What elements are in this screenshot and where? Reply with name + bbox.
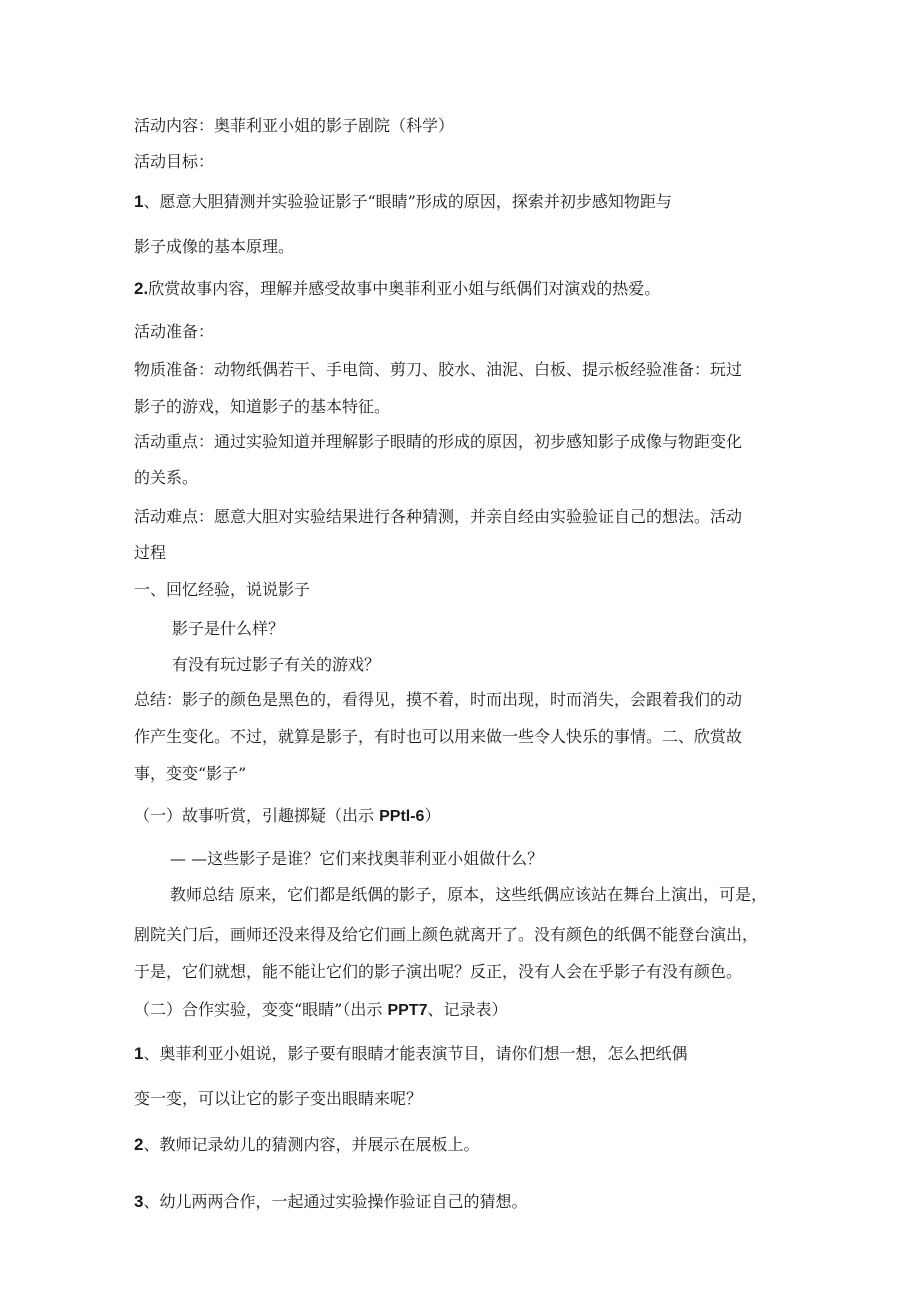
step-3-number: 3 bbox=[134, 1192, 144, 1211]
subsection-1-heading bbox=[134, 806, 440, 827]
activity-goals-heading: 活动目标： bbox=[134, 152, 215, 171]
teacher-summary-continued-2: 于是，它们就想，能不能让它们的影子演出呢？反正，没有人会在乎影子有没有颜色。 bbox=[134, 962, 743, 981]
step-1-continued: 变一变，可以让它的影子变出眼睛来呢？ bbox=[134, 1089, 423, 1108]
goal-1-text: 、愿意大胆猜测并实验验证影子“眼睛”形成的原因，探索并初步感知物距与 bbox=[143, 192, 672, 211]
subsection-2-close: 、记录表） bbox=[427, 1000, 508, 1019]
question-who-shadows: — —这些影子是谁？它们来找奥菲利亚小姐做什么？ bbox=[170, 849, 544, 868]
activity-focus-continued: 的关系。 bbox=[134, 468, 199, 487]
subsection-2-ppt-ref: PPT7 bbox=[387, 1002, 428, 1019]
activity-preparation-heading: 活动准备： bbox=[134, 322, 215, 341]
goal-2-text: 欣赏故事内容，理解并感受故事中奥菲利亚小姐与纸偶们对演戏的热爱。 bbox=[148, 279, 661, 298]
step-1-line bbox=[134, 1044, 687, 1064]
activity-content-line: 活动内容：奥菲利亚小姐的影子剧院（科学） bbox=[134, 116, 455, 135]
subsection-1-text: （一）故事听赏，引趣掷疑（出示 bbox=[134, 806, 380, 825]
section-1-heading: 一、回忆经验，说说影子 bbox=[134, 580, 311, 599]
step-1-text: 、奥菲利亚小姐说，影子要有眼睛才能表演节目，请你们想一想，怎么把纸偶 bbox=[143, 1044, 688, 1063]
step-3-text: 、幼儿两两合作，一起通过实验操作验证自己的猜想。 bbox=[143, 1192, 528, 1211]
goal-1-continued: 影子成像的基本原理。 bbox=[134, 237, 295, 256]
goal-2-line bbox=[134, 279, 660, 299]
activity-difficulty-line: 活动难点：愿意大胆对实验结果进行各种猜测，并亲自经由实验验证自己的想法。活动 bbox=[134, 507, 743, 526]
activity-difficulty-continued: 过程 bbox=[134, 543, 167, 562]
material-preparation-line: 物质准备：动物纸偶若干、手电筒、剪刀、胶水、油泥、白板、提示板经验准备：玩过 bbox=[134, 360, 743, 379]
activity-focus-line: 活动重点：通过实验知道并理解影子眼睛的形成的原因，初步感知影子成像与物距变化 bbox=[134, 432, 743, 451]
subsection-2-heading bbox=[134, 1000, 507, 1021]
goal-1-number: 1 bbox=[134, 192, 144, 211]
summary-line: 总结：影子的颜色是黑色的，看得见，摸不着，时而出现，时而消失，会跟着我们的动 bbox=[134, 690, 743, 709]
step-1-number: 1 bbox=[134, 1044, 144, 1063]
subsection-1-close: ） bbox=[424, 806, 441, 825]
subsection-2-text: （二）合作实验，变变“眼睛”（出示 bbox=[134, 1000, 388, 1019]
goal-1-line bbox=[134, 192, 672, 212]
question-shadow-look: 影子是什么样？ bbox=[172, 619, 285, 638]
teacher-summary-continued-1: 剧院关门后，画师还没来得及给它们画上颜色就离开了。没有颜色的纸偶不能登台演出， bbox=[134, 925, 759, 944]
subsection-1-ppt-ref: PPtl-6 bbox=[379, 808, 425, 825]
step-3-line bbox=[134, 1192, 527, 1212]
teacher-summary-line: 教师总结 原来，它们都是纸偶的影子，原本，这些纸偶应该站在舞台上演出，可是， bbox=[170, 885, 768, 904]
step-2-text: 、教师记录幼儿的猜测内容，并展示在展板上。 bbox=[143, 1135, 480, 1154]
section-2-heading: 事，变变“影子” bbox=[134, 764, 247, 783]
material-preparation-continued: 影子的游戏，知道影子的基本特征。 bbox=[134, 397, 391, 416]
summary-continued: 作产生变化。不过，就算是影子，有时也可以用来做一些令人快乐的事情。二、欣赏故 bbox=[134, 727, 743, 746]
goal-2-number: 2. bbox=[134, 279, 149, 298]
step-2-number: 2 bbox=[134, 1135, 144, 1154]
question-shadow-games: 有没有玩过影子有关的游戏？ bbox=[172, 655, 381, 674]
step-2-line bbox=[134, 1135, 479, 1155]
